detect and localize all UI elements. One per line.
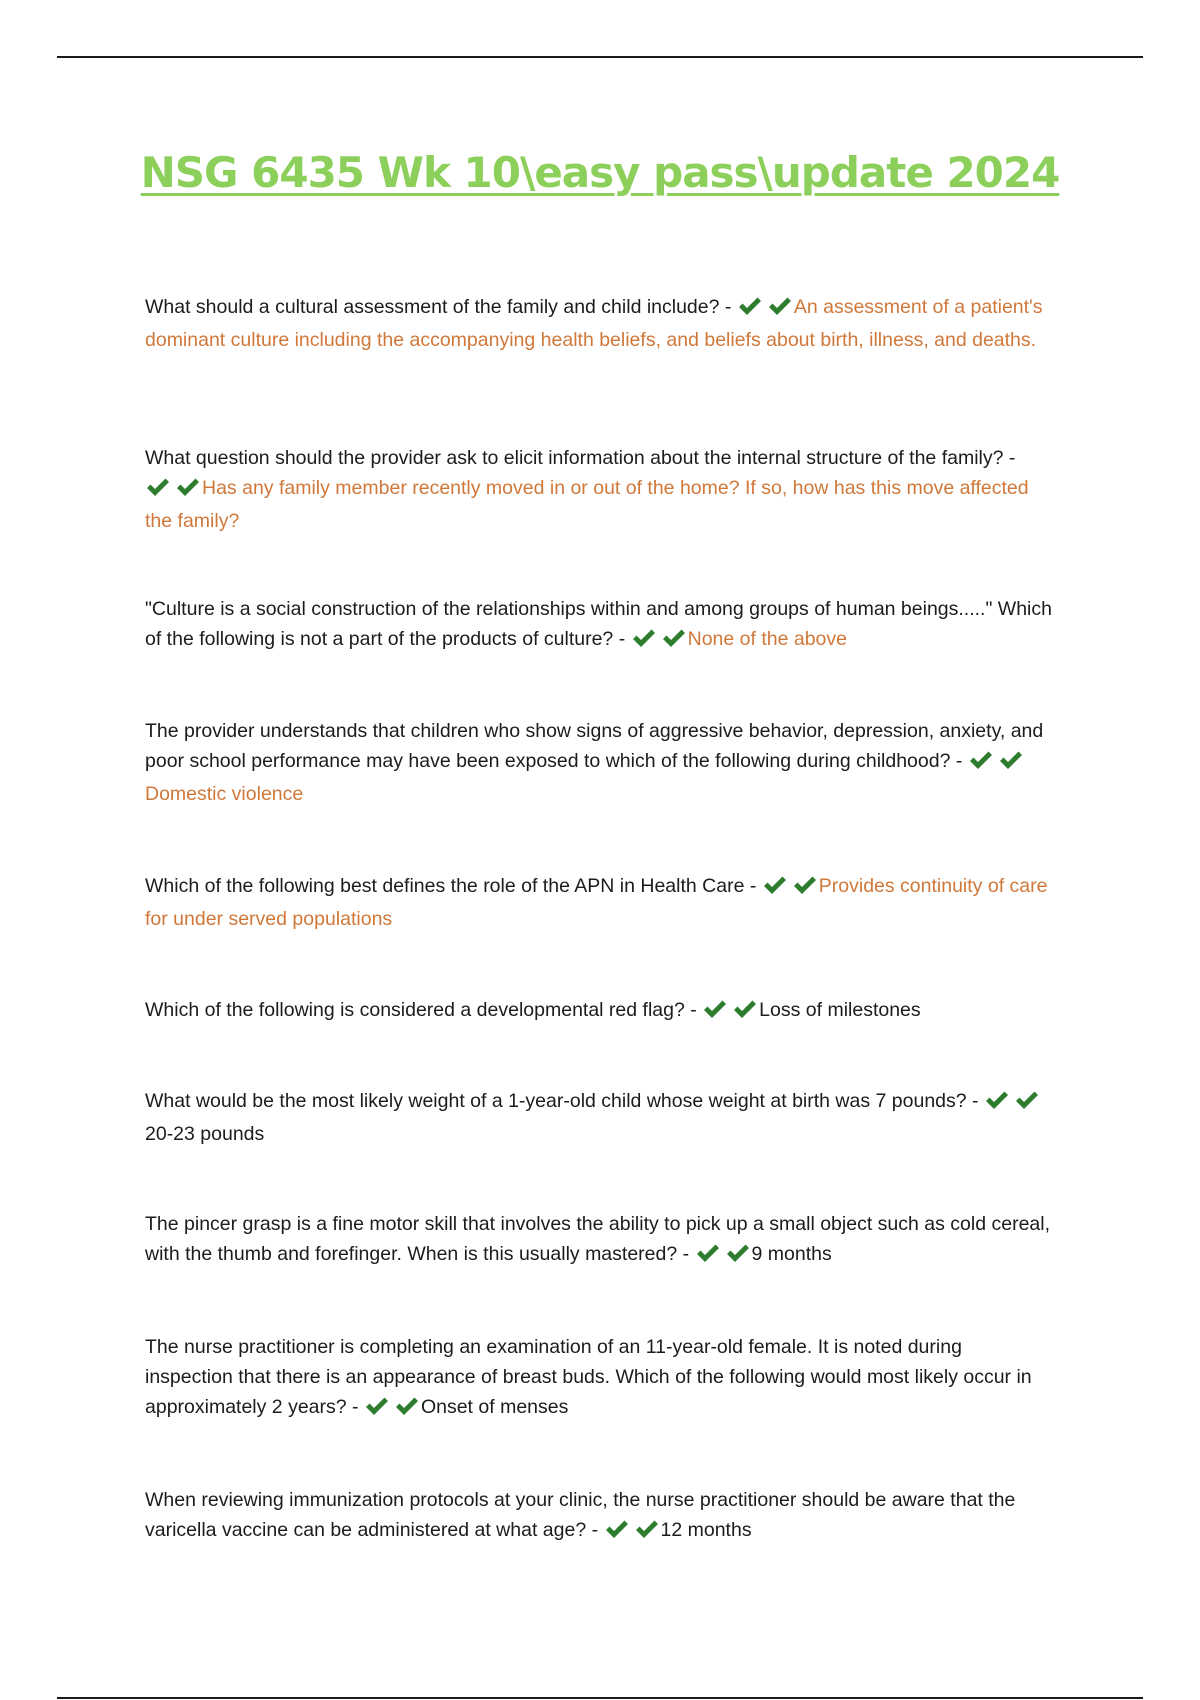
- question-text: What question should the provider ask to elicit information about the internal structure of the family?: [145, 447, 1004, 469]
- checkmark-icon: [767, 296, 792, 316]
- double-check-icon: [604, 1518, 661, 1548]
- separator: -: [613, 628, 631, 650]
- question-text: "Culture is a social construction of the relationships within and among groups of human beings....." Which of the following is not a part of the products of culture?: [145, 598, 1052, 650]
- top-rule: [57, 56, 1143, 58]
- double-check-icon: [695, 1242, 752, 1272]
- checkmark-icon: [762, 875, 787, 895]
- separator: -: [1003, 447, 1016, 469]
- double-check-icon: [145, 476, 202, 506]
- checkmark-icon: [604, 1519, 629, 1539]
- answer-text: Domestic violence: [145, 783, 304, 805]
- qa-item: [145, 1209, 1055, 1272]
- checkmark-icon: [661, 628, 686, 648]
- checkmark-icon: [631, 628, 656, 648]
- qa-item: [145, 292, 1055, 355]
- checkmark-icon: [175, 477, 200, 497]
- double-check-icon: [364, 1395, 421, 1425]
- qa-item: [145, 995, 1055, 1028]
- answer-text: Provides continuity of care for under served populations: [145, 875, 1048, 930]
- separator: -: [950, 750, 968, 772]
- separator: -: [719, 296, 737, 318]
- qa-item: [145, 1485, 1055, 1548]
- double-check-icon: [762, 874, 819, 904]
- qa-item: [145, 594, 1055, 657]
- question-text: The provider understands that children who show signs of aggressive behavior, depression, anxiety, and poor school performance may have been exposed to which of the following during childhood?: [145, 720, 1044, 772]
- bottom-rule: [57, 1697, 1143, 1699]
- question-text: What should a cultural assessment of the family and child include?: [145, 296, 720, 318]
- checkmark-icon: [984, 1090, 1009, 1110]
- question-text: Which of the following best defines the role of the APN in Health Care: [145, 875, 745, 897]
- qa-item: [145, 871, 1055, 934]
- checkmark-icon: [998, 750, 1023, 770]
- double-check-icon: [702, 998, 759, 1028]
- qa-item: [145, 1332, 1055, 1425]
- answer-text: Has any family member recently moved in or out of the home? If so, how has this move affected the family?: [145, 477, 1029, 532]
- question-text: What would be the most likely weight of a 1-year-old child whose weight at birth was 7 pounds?: [145, 1090, 967, 1112]
- checkmark-icon: [695, 1243, 720, 1263]
- checkmark-icon: [145, 477, 170, 497]
- separator: -: [966, 1090, 984, 1112]
- answer-text: Onset of menses: [420, 1396, 569, 1418]
- separator: -: [346, 1396, 364, 1418]
- answer-text: 20-23 pounds: [145, 1123, 265, 1145]
- question-text: The pincer grasp is a fine motor skill that involves the ability to pick up a small object such as cold cereal, with the thumb and forefinger. When is this usually mastered?: [145, 1213, 1051, 1265]
- checkmark-icon: [792, 875, 817, 895]
- document-title: NSG 6435 Wk 10\easy pass\update 2024: [140, 148, 1060, 197]
- separator: -: [677, 1243, 695, 1265]
- checkmark-icon: [732, 999, 757, 1019]
- checkmark-icon: [634, 1519, 659, 1539]
- separator: -: [744, 875, 762, 897]
- answer-text: None of the above: [687, 628, 847, 650]
- checkmark-icon: [1014, 1090, 1039, 1110]
- question-text: When reviewing immunization protocols at your clinic, the nurse practitioner should be aware that the varicella vaccine can be administered at what age?: [145, 1489, 1016, 1541]
- checkmark-icon: [702, 999, 727, 1019]
- qa-item: [145, 716, 1055, 809]
- double-check-icon: [631, 627, 688, 657]
- checkmark-icon: [968, 750, 993, 770]
- double-check-icon: [968, 749, 1025, 779]
- answer-text: 12 months: [660, 1519, 752, 1541]
- checkmark-icon: [364, 1396, 389, 1416]
- checkmark-icon: [394, 1396, 419, 1416]
- answer-text: An assessment of a patient's dominant culture including the accompanying health beliefs, and beliefs about birth, illness, and deaths.: [145, 296, 1043, 351]
- separator: -: [684, 999, 703, 1021]
- checkmark-icon: [737, 296, 762, 316]
- answer-text: 9 months: [751, 1243, 832, 1265]
- double-check-icon: [984, 1089, 1041, 1119]
- question-text: Which of the following is considered a developmental red flag?: [145, 999, 685, 1021]
- double-check-icon: [737, 295, 794, 325]
- qa-item: [145, 1086, 1055, 1149]
- qa-item: [145, 443, 1055, 536]
- question-text: The nurse practitioner is completing an examination of an 11-year-old female. It is noted during inspection that there is an appearance of breast buds. Which of the following would most likely occur in approximately 2 years?: [145, 1336, 1032, 1418]
- answer-text: Loss of milestones: [759, 999, 921, 1021]
- separator: -: [586, 1519, 604, 1541]
- checkmark-icon: [725, 1243, 750, 1263]
